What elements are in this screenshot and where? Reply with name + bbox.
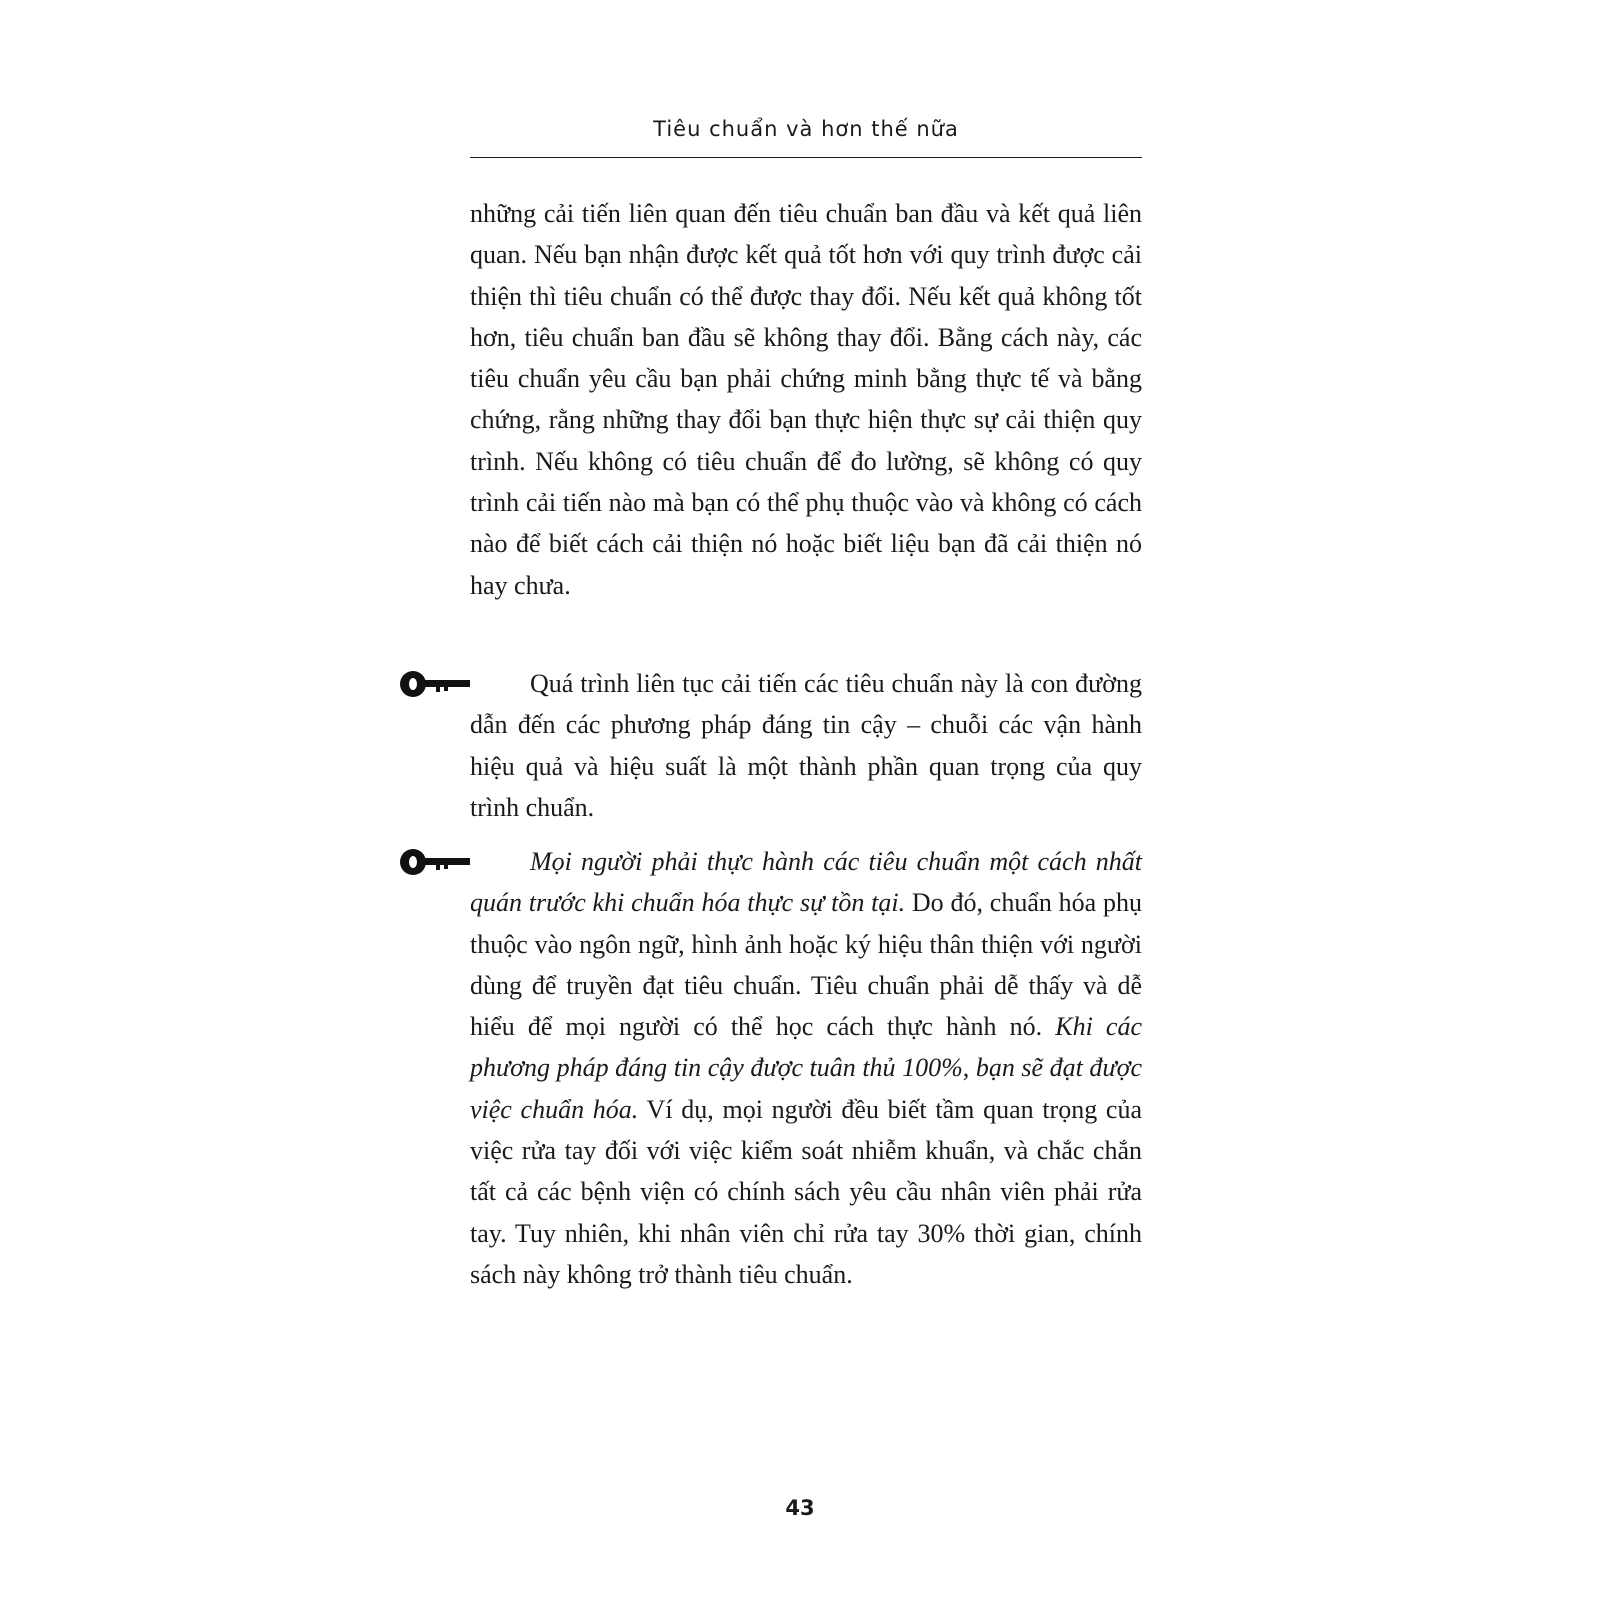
body-paragraph-2 — [470, 663, 1142, 828]
running-header: Tiêu chuẩn và hơn thế nữa — [653, 117, 959, 141]
key-icon — [398, 846, 472, 878]
italic-statement-2: Khi các phương pháp đáng tin cậy được tuân thủ 100%, bạn sẽ đạt được việc chuẩn hóa. — [470, 1012, 1142, 1124]
body-paragraph-1: những cải tiến liên quan đến tiêu chuẩn ban đầu và kết quả liên quan. Nếu bạn nhận được kết quả tốt hơn với quy trình được cải thiện thì tiêu chuẩn có thể được thay đổi. Nếu kết quả không tốt hơn, tiêu chuẩn ban đầu sẽ không thay đổi. Bằng cách này, các tiêu chuẩn yêu cầu bạn phải chứng minh bằng thực tế và bằng chứng, rằng những thay đổi bạn thực hiện thực sự cải thiện quy trình. Nếu không có tiêu chuẩn để đo lường, sẽ không có quy trình cải tiến nào mà bạn có thể phụ thuộc vào và không có cách nào để biết cách cải thiện nó hoặc biết liệu bạn đã cải thiện nó hay chưa. — [470, 199, 1142, 600]
paragraph-3-text-1: Do đó, chuẩn hóa phụ thuộc vào ngôn ngữ, hình ảnh hoặc ký hiệu thân thiện với người dùng để truyền đạt tiêu chuẩn. Tiêu chuẩn phải dễ thấy và dễ hiểu để mọi người có thể học cách thực hành nó. — [470, 888, 1143, 1042]
page-number: 43 — [785, 1496, 815, 1520]
paragraph-2-text: Quá trình liên tục cải tiến các tiêu chuẩn này là con đường dẫn đến các phương pháp đáng tin cậy – chuỗi các vận hành hiệu quả và hiệu suất là một thành phần quan trọng của quy trình chuẩn. — [470, 669, 1142, 822]
paragraph-3-text-2: Ví dụ, mọi người đều biết tầm quan trọng của việc rửa tay đối với việc kiểm soát nhiễm khuẩn, và chắc chắn tất cả các bệnh viện có chính sách yêu cầu nhân viên phải rửa tay. Tuy nhiên, khi nhân viên chỉ rửa tay 30% thời gian, chính sách này không trở thành tiêu chuẩn. — [470, 1094, 1142, 1289]
header-divider — [470, 157, 1142, 158]
italic-statement-1: Mọi người phải thực hành các tiêu chuẩn một cách nhất quán trước khi chuẩn hóa thực sự tồn tại. — [470, 847, 1142, 918]
body-paragraph-3 — [470, 841, 1142, 1295]
key-icon — [398, 668, 472, 700]
